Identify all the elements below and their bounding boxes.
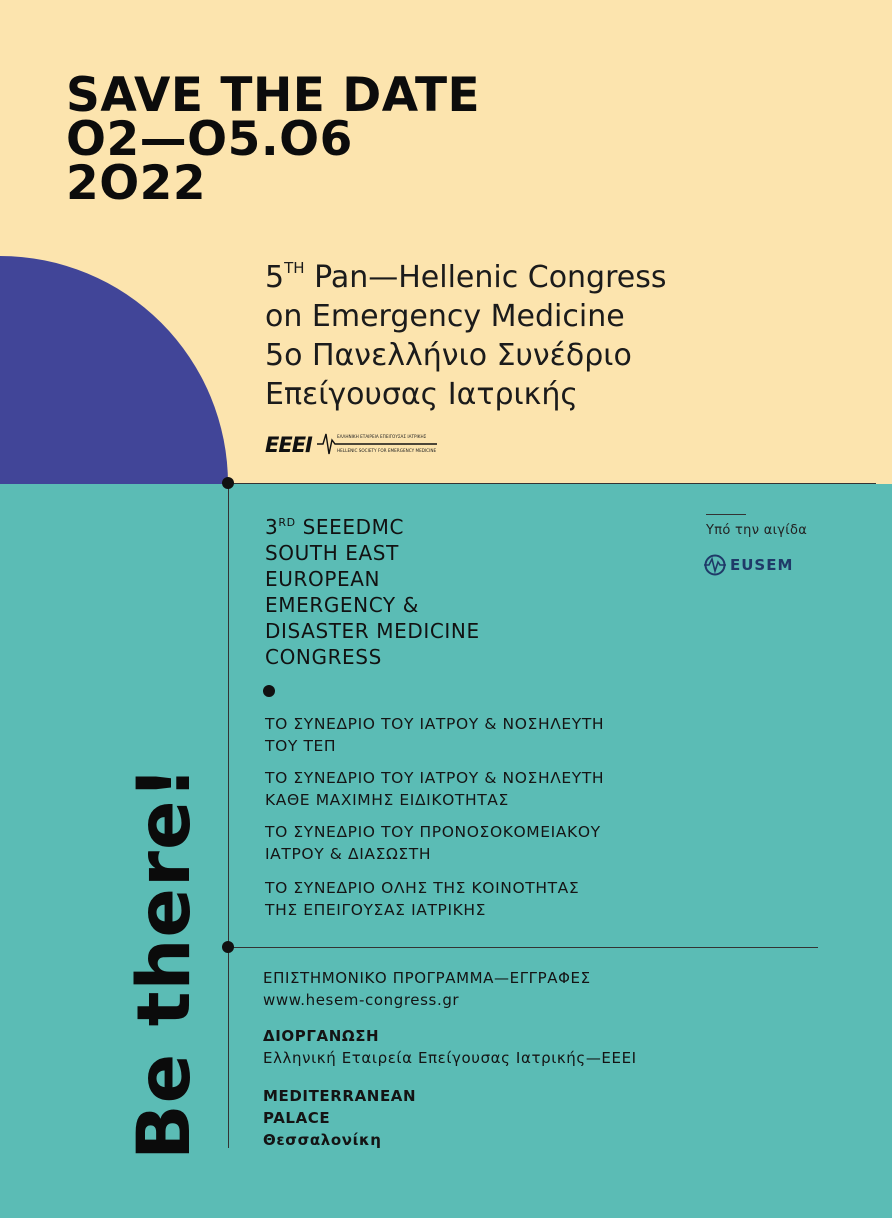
seeedmc-title: [265, 514, 480, 540]
list-item-line: ΚΑΘΕ ΜΑΧΙΜΗΣ ΕΙΔΙΚΟΤΗΤΑΣ: [265, 791, 509, 809]
venue-line-1: MEDITERRANEAN: [263, 1087, 417, 1105]
list-item: [265, 713, 604, 757]
list-item-line: ΙΑΤΡΟΥ & ΔΙΑΣΩΣΤΗ: [265, 845, 432, 863]
date-year: 2O22: [66, 156, 207, 211]
congress-title-line-2: on Emergency Medicine: [265, 299, 625, 334]
congress-title-greek-line-2: Επείγουσας Ιατρικής: [265, 377, 578, 412]
seeedmc-ordinal-suffix: RD: [278, 516, 296, 529]
seeedmc-line: EMERGENCY &: [265, 593, 419, 617]
venue-city: Θεσσαλονίκη: [263, 1131, 382, 1149]
eeei-logo: [265, 430, 437, 456]
eeei-logo-text: ΕΕΕΙ: [265, 433, 312, 456]
aegis-rule: [706, 514, 746, 515]
program-label: ΕΠΙΣΤΗΜΟΝΙΚΟ ΠΡΟΓΡΑΜΜΑ—ΕΓΓΡΑΦΕΣ: [263, 969, 591, 987]
eusem-logo: [704, 554, 804, 576]
bullet-dot-top: [222, 477, 234, 489]
divider-middle: [228, 947, 818, 948]
congress-ordinal-suffix: TH: [284, 259, 305, 277]
save-the-date-heading: [66, 68, 481, 211]
congress-ordinal: 5: [265, 260, 285, 295]
venue-line-2: PALACE: [263, 1109, 331, 1127]
seeedmc-line: CONGRESS: [265, 645, 382, 669]
eeei-logo-tagline-top: ΕΛΛΗΝΙΚΗ ΕΤΑΙΡΕΙΑ ΕΠΕΙΓΟΥΣΑΣ ΙΑΤΡΙΚΗΣ: [337, 434, 427, 439]
eeei-logo-tagline-bottom: HELLENIC SOCIETY FOR EMERGENCY MEDICINE: [337, 448, 437, 453]
list-item: [265, 821, 604, 865]
bullet-dot-list: [263, 685, 275, 697]
seeedmc-line: DISASTER MEDICINE: [265, 619, 480, 643]
audience-list: [265, 713, 604, 931]
aegis-block: [706, 514, 807, 538]
bullet-dot-middle: [222, 941, 234, 953]
list-item-line: ΤΟΥ ΤΕΠ: [265, 737, 337, 755]
seeedmc-acronym: SEEEDMC: [295, 515, 405, 539]
be-there-tagline: Be there!: [122, 765, 207, 1160]
date-range: O2—O5.O6: [66, 112, 353, 167]
congress-title-line-1: [265, 258, 667, 297]
congress-title-line-1-text: Pan—Hellenic Congress: [304, 260, 667, 295]
divider-vertical: [228, 484, 229, 1148]
congress-title: [265, 258, 667, 414]
website-link[interactable]: www.hesem-congress.gr: [263, 991, 460, 1009]
seeedmc-block: [265, 514, 480, 670]
organizer-label: ΔΙΟΡΓΑΝΩΣΗ: [263, 1027, 380, 1045]
aegis-label: Υπό την αιγίδα: [706, 523, 808, 538]
eusem-logo-text: EUSEM: [730, 556, 794, 574]
save-the-date-title: SAVE THE DATE: [66, 68, 481, 123]
seeedmc-ordinal: 3: [265, 515, 279, 539]
list-item: [265, 767, 604, 811]
list-item-line: ΤΟ ΣΥΝΕΔΡΙΟ ΤΟΥ ΠΡΟΝΟΣΟΚΟΜΕΙΑΚΟΥ: [265, 823, 601, 841]
seeedmc-line: SOUTH EAST: [265, 541, 399, 565]
seeedmc-line: EUROPEAN: [265, 567, 381, 591]
list-item-line: ΤΟ ΣΥΝΕΔΡΙΟ ΟΛΗΣ ΤΗΣ ΚΟΙΝΟΤΗΤΑΣ: [265, 879, 580, 897]
event-info: [263, 967, 637, 1151]
list-item-line: ΤΟ ΣΥΝΕΔΡΙΟ ΤΟΥ ΙΑΤΡΟΥ & ΝΟΣΗΛΕΥΤΗ: [265, 715, 605, 733]
congress-title-greek-line-1: 5ο Πανελλήνιο Συνέδριο: [265, 338, 632, 373]
list-item-line: ΤΟ ΣΥΝΕΔΡΙΟ ΤΟΥ ΙΑΤΡΟΥ & ΝΟΣΗΛΕΥΤΗ: [265, 769, 605, 787]
list-item-line: ΤΗΣ ΕΠΕΙΓΟΥΣΑΣ ΙΑΤΡΙΚΗΣ: [265, 901, 487, 919]
organizer-name: Ελληνική Εταιρεία Επείγουσας Ιατρικής—ΕΕΕΙ: [263, 1049, 637, 1067]
list-item: [265, 877, 604, 921]
divider-top: [228, 483, 876, 484]
